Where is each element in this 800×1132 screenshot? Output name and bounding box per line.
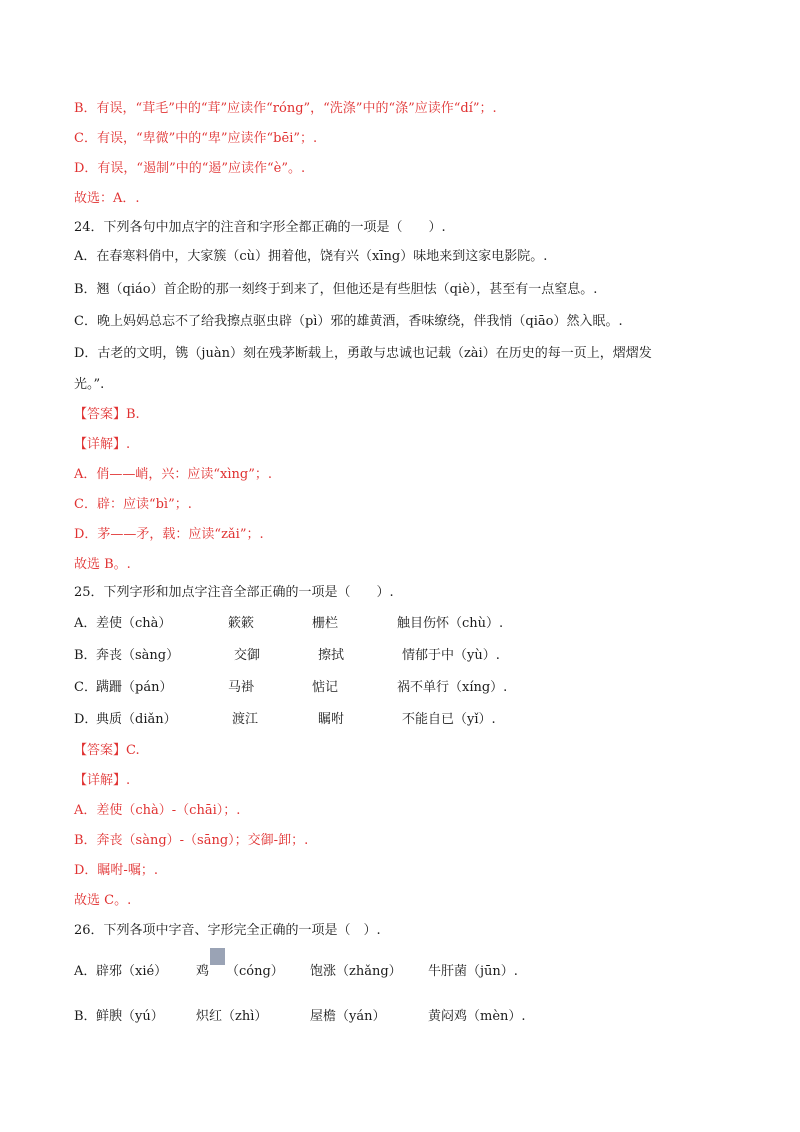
q24-option-c: C．晚上妈妈总忘不了给我擦点驱虫辟（pì）邪的雄黄酒，香味缭绕，伴我悄（qiāo）然入眠。. bbox=[74, 314, 623, 329]
q24-option-a: A．在春寒料俏中，大家簇（cù）拥着他，饶有兴（xīng）味地来到这家电影院。. bbox=[74, 249, 548, 264]
q25-stem: 25．下列字形和加点字注音全部正确的一项是（ ）. bbox=[74, 585, 394, 600]
q25-detail-label: 【详解】. bbox=[74, 773, 131, 788]
option-item: 马褂 bbox=[228, 680, 255, 695]
option-letter: D． bbox=[74, 712, 98, 727]
explain-option-b: B．有误，“茸毛”中的“茸”应读作“róng”，“洗涤”中的“涤”应读作“dí”；. bbox=[74, 101, 497, 116]
option-item: 差使（chà） bbox=[96, 616, 172, 631]
option-item: 鲜腴（yú） bbox=[96, 1009, 164, 1024]
q24-option-b: B．翘（qiáo）首企盼的那一刻终于到来了，但他还是有些胆怯（qiè），甚至有一点窒息。. bbox=[74, 282, 598, 297]
option-letter: B． bbox=[74, 1009, 97, 1024]
option-item: 触目伤怀（chù）. bbox=[397, 616, 504, 631]
option-item: （cóng） bbox=[226, 964, 284, 979]
option-item: 屋檐（yán） bbox=[310, 1009, 386, 1024]
option-item: 饱涨（zhǎng） bbox=[310, 964, 402, 979]
option-item: 擦拭 bbox=[318, 648, 345, 663]
option-item: 不能自已（yǐ）. bbox=[402, 712, 496, 727]
q24-explain-a: A．俏——峭，兴：应读“xìng”；. bbox=[74, 467, 272, 482]
q25-explain-a: A．差使（chà）-（chāi）；. bbox=[74, 803, 241, 818]
option-item: 交御 bbox=[234, 648, 261, 663]
option-item: 牛肝菌（jūn）. bbox=[428, 964, 518, 979]
q26-stem: 26．下列各项中字音、字形完全正确的一项是（ ）. bbox=[74, 923, 381, 938]
q24-choose: 故选 B。. bbox=[74, 557, 131, 572]
option-item: 惦记 bbox=[312, 680, 339, 695]
q25-choose: 故选 C。. bbox=[74, 893, 132, 908]
q24-explain-d: D．茅——矛，载：应读“zǎi”；. bbox=[74, 527, 264, 542]
q24-detail-label: 【详解】. bbox=[74, 437, 131, 452]
option-letter: C． bbox=[74, 680, 97, 695]
q25-explain-b: B．奔丧（sàng）-（sāng）；交御-卸；. bbox=[74, 833, 309, 848]
choose-line: 故选：A．. bbox=[74, 191, 140, 206]
option-item: 鸡 bbox=[196, 964, 210, 979]
q25-answer: 【答案】C. bbox=[74, 743, 140, 758]
option-item: 典质（diǎn） bbox=[96, 712, 177, 727]
q24-option-d-line2: 光。”. bbox=[74, 377, 105, 392]
option-letter: A． bbox=[74, 964, 97, 979]
option-item: 辟邪（xié） bbox=[96, 964, 168, 979]
q25-explain-d: D．瞩咐-嘱；. bbox=[74, 863, 158, 878]
option-item: 黄闷鸡（mèn）. bbox=[428, 1009, 526, 1024]
option-item: 栅栏 bbox=[312, 616, 339, 631]
q24-answer: 【答案】B. bbox=[74, 407, 140, 422]
q24-option-d-line1: D．古老的文明，镌（juàn）刻在残茅断载上，勇敢与忠诚也记载（zài）在历史的每一页上，熠熠发 bbox=[74, 346, 652, 361]
q24-explain-c: C．辟：应读“bì”；. bbox=[74, 497, 192, 512]
option-item: 情郁于中（yù）. bbox=[402, 648, 500, 663]
option-item: 奔丧（sàng） bbox=[96, 648, 180, 663]
option-item: 渡江 bbox=[232, 712, 259, 727]
option-item: 祸不单行（xíng）. bbox=[397, 680, 508, 695]
highlighted-character-image bbox=[210, 948, 225, 969]
explain-option-c: C．有误，“卑微”中的“卑”应读作“bēi”；. bbox=[74, 131, 318, 146]
option-letter: A． bbox=[74, 616, 97, 631]
option-item: 簌簌 bbox=[228, 616, 255, 631]
option-item: 蹒跚（pán） bbox=[96, 680, 173, 695]
q24-stem: 24．下列各句中加点字的注音和字形全都正确的一项是（ ）. bbox=[74, 220, 446, 235]
option-letter: B． bbox=[74, 648, 97, 663]
option-item: 瞩咐 bbox=[318, 712, 345, 727]
explain-option-d: D．有误，“遏制”中的“遏”应读作“è”。. bbox=[74, 161, 306, 176]
option-item: 炽红（zhì） bbox=[196, 1009, 268, 1024]
